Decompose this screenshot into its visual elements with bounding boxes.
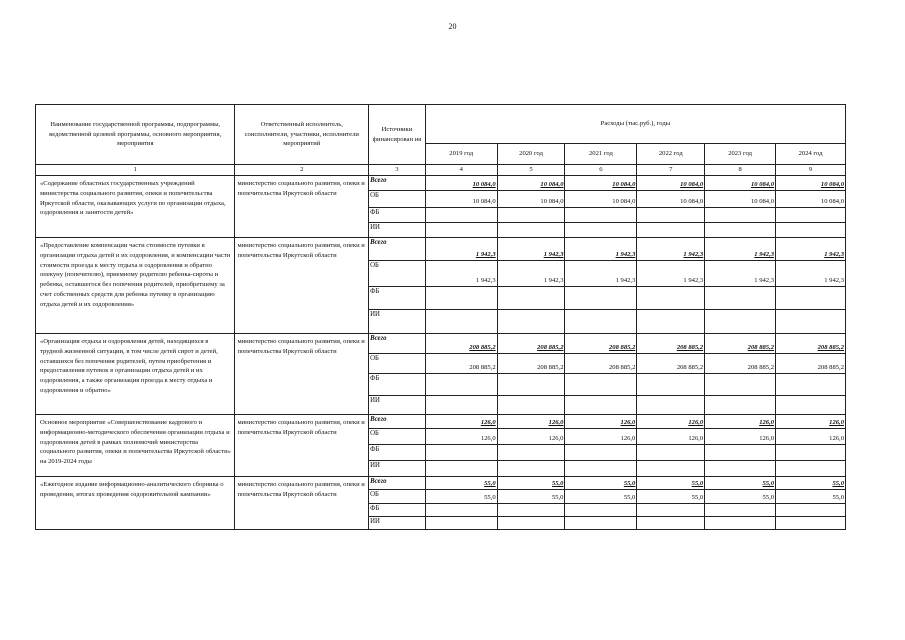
funding-source-label: ФБ xyxy=(369,287,426,310)
expense-cell xyxy=(637,445,705,461)
funding-source-label: ОБ xyxy=(369,191,426,208)
expense-cell: 208 885,2 xyxy=(637,354,705,374)
header-year: 2023 год xyxy=(705,144,776,165)
expense-cell: 208 885,2 xyxy=(497,354,565,374)
expense-cell xyxy=(497,223,565,238)
expense-cell xyxy=(776,374,846,396)
expense-cell: 208 885,2 xyxy=(705,354,776,374)
expense-cell: 10 084,0 xyxy=(637,191,705,208)
program-name: «Содержание областных государственных учреждений министерства социального развития, опеки и попечительства Иркутской области, оказывающих услуги по организации отдыха, оздоровления и занятости детей» xyxy=(36,176,235,238)
table-row xyxy=(36,415,846,429)
expense-cell: 55,0 xyxy=(637,477,705,490)
expense-cell: 208 885,2 xyxy=(776,354,846,374)
expense-cell: 1 942,3 xyxy=(776,261,846,287)
expense-cell: 208 885,2 xyxy=(425,354,497,374)
expense-cell xyxy=(776,445,846,461)
expense-cell: 55,0 xyxy=(637,490,705,504)
expense-cell: 1 942,3 xyxy=(425,261,497,287)
funding-source-label: ИИ xyxy=(369,517,426,530)
funding-source-label: ОБ xyxy=(369,261,426,287)
expense-cell xyxy=(776,504,846,517)
column-number: 2 xyxy=(235,165,369,176)
expense-cell xyxy=(565,310,637,334)
program-name: Основное мероприятие «Совершенствование кадрового и информационно-методического обеспечения организации отдыха и оздоровления детей в рамках полномочий министерства социального развития, опеки и попечительства Иркутской области» на 2019-2024 годы xyxy=(36,415,235,477)
column-number: 3 xyxy=(369,165,426,176)
header-year: 2021 год xyxy=(565,144,637,165)
expense-cell: 208 885,2 xyxy=(565,334,637,354)
expense-cell xyxy=(705,461,776,477)
program-executor: министерство социального развития, опеки и попечительства Иркутской области xyxy=(235,334,369,415)
table-row xyxy=(36,238,846,261)
expense-cell: 55,0 xyxy=(705,490,776,504)
expense-cell xyxy=(637,310,705,334)
expense-cell xyxy=(637,287,705,310)
expense-cell xyxy=(776,517,846,530)
expense-cell xyxy=(497,310,565,334)
header-executor: Ответственный исполнитель, соисполнители, участники, исполнители мероприятий xyxy=(235,105,369,165)
expense-cell xyxy=(425,461,497,477)
expense-cell: 55,0 xyxy=(776,477,846,490)
expense-cell xyxy=(497,445,565,461)
expense-cell xyxy=(565,208,637,223)
program-executor: министерство социального развития, опеки и попечительства Иркутской области xyxy=(235,176,369,238)
funding-source-label: ОБ xyxy=(369,354,426,374)
funding-source-label: Всего xyxy=(369,176,426,191)
expense-cell: 208 885,2 xyxy=(705,334,776,354)
expense-cell xyxy=(497,208,565,223)
expense-cell: 1 942,3 xyxy=(497,261,565,287)
funding-source-label: ОБ xyxy=(369,429,426,445)
expense-cell: 10 084,0 xyxy=(776,176,846,191)
expense-cell: 126,0 xyxy=(425,415,497,429)
expense-cell: 126,0 xyxy=(565,429,637,445)
column-number: 8 xyxy=(705,165,776,176)
expense-cell xyxy=(705,504,776,517)
expense-cell: 1 942,3 xyxy=(425,238,497,261)
expense-cell: 55,0 xyxy=(497,490,565,504)
expense-cell: 55,0 xyxy=(425,490,497,504)
expense-cell xyxy=(497,504,565,517)
expense-cell xyxy=(565,374,637,396)
expense-cell xyxy=(637,374,705,396)
column-number: 4 xyxy=(425,165,497,176)
expense-cell xyxy=(565,223,637,238)
expense-cell: 1 942,3 xyxy=(637,261,705,287)
expense-cell xyxy=(637,504,705,517)
expense-cell xyxy=(776,223,846,238)
expense-cell: 126,0 xyxy=(637,415,705,429)
column-numbers-row xyxy=(36,165,846,176)
funding-source-label: ФБ xyxy=(369,504,426,517)
expense-cell xyxy=(637,461,705,477)
expense-cell xyxy=(637,208,705,223)
expense-cell xyxy=(497,374,565,396)
expense-cell xyxy=(705,208,776,223)
funding-source-label: ИИ xyxy=(369,223,426,238)
expense-cell xyxy=(425,445,497,461)
expense-cell: 126,0 xyxy=(565,415,637,429)
expense-cell xyxy=(425,517,497,530)
expense-cell xyxy=(565,445,637,461)
funding-source-label: ИИ xyxy=(369,461,426,477)
expense-cell xyxy=(565,461,637,477)
expense-cell xyxy=(425,287,497,310)
funding-source-label: Всего xyxy=(369,238,426,261)
header-year: 2022 год xyxy=(637,144,705,165)
column-number: 9 xyxy=(776,165,846,176)
expense-cell: 126,0 xyxy=(705,415,776,429)
expense-cell: 126,0 xyxy=(637,429,705,445)
funding-source-label: ФБ xyxy=(369,445,426,461)
budget-table-body xyxy=(36,105,846,530)
header-year: 2019 год xyxy=(425,144,497,165)
column-number: 5 xyxy=(497,165,565,176)
expense-cell: 1 942,3 xyxy=(705,261,776,287)
expense-cell xyxy=(565,396,637,415)
header-program-name: Наименование государственной программы, подпрограммы, ведомственной целевой программы, основного мероприятия, мероприятия xyxy=(36,105,235,165)
expense-cell xyxy=(425,396,497,415)
expense-cell xyxy=(705,445,776,461)
column-number: 7 xyxy=(637,165,705,176)
header-funding-source: Источники финансирован ия xyxy=(369,105,426,165)
header-year: 2020 год xyxy=(497,144,565,165)
expense-cell: 126,0 xyxy=(497,429,565,445)
expense-cell: 1 942,3 xyxy=(565,238,637,261)
expense-cell: 10 084,0 xyxy=(637,176,705,191)
column-number: 1 xyxy=(36,165,235,176)
expense-cell xyxy=(776,461,846,477)
page-number: 20 xyxy=(448,22,457,31)
table-row xyxy=(36,334,846,354)
program-executor: министерство социального развития, опеки и попечительства Иркутской области xyxy=(235,238,369,334)
expense-cell: 55,0 xyxy=(497,477,565,490)
expense-cell: 10 084,0 xyxy=(425,176,497,191)
expense-cell: 208 885,2 xyxy=(497,334,565,354)
expense-cell: 10 084,0 xyxy=(425,191,497,208)
expense-cell: 1 942,3 xyxy=(565,261,637,287)
program-executor: министерство социального развития, опеки и попечительства Иркутской области xyxy=(235,415,369,477)
expense-cell xyxy=(705,223,776,238)
funding-source-label: Всего xyxy=(369,415,426,429)
expense-cell xyxy=(497,396,565,415)
expense-cell: 1 942,3 xyxy=(637,238,705,261)
expense-cell: 55,0 xyxy=(565,477,637,490)
expense-cell xyxy=(637,396,705,415)
table-row xyxy=(36,477,846,490)
expense-cell: 1 942,3 xyxy=(705,238,776,261)
expense-cell: 1 942,3 xyxy=(776,238,846,261)
expense-cell: 10 084,0 xyxy=(705,176,776,191)
expense-cell: 55,0 xyxy=(565,490,637,504)
header-year: 2024 год xyxy=(776,144,846,165)
expense-cell: 55,0 xyxy=(705,477,776,490)
expense-cell: 126,0 xyxy=(425,429,497,445)
expense-cell xyxy=(497,517,565,530)
column-number: 6 xyxy=(565,165,637,176)
expense-cell xyxy=(565,504,637,517)
expense-cell xyxy=(425,208,497,223)
expense-cell xyxy=(705,396,776,415)
header-expenses: Расходы (тыс.руб.), годы xyxy=(425,105,845,144)
budget-table xyxy=(35,104,846,530)
expense-cell xyxy=(705,517,776,530)
funding-source-label: Всего xyxy=(369,334,426,354)
expense-cell xyxy=(776,310,846,334)
expense-cell xyxy=(637,517,705,530)
expense-cell xyxy=(705,310,776,334)
expense-cell: 126,0 xyxy=(705,429,776,445)
expense-cell: 208 885,2 xyxy=(637,334,705,354)
expense-cell xyxy=(776,396,846,415)
expense-cell: 10 084,0 xyxy=(565,191,637,208)
expense-cell xyxy=(776,287,846,310)
expense-cell: 55,0 xyxy=(425,477,497,490)
funding-source-label: ИИ xyxy=(369,396,426,415)
expense-cell: 208 885,2 xyxy=(565,354,637,374)
expense-cell: 10 084,0 xyxy=(565,176,637,191)
expense-cell: 10 084,0 xyxy=(705,191,776,208)
expense-cell xyxy=(425,374,497,396)
expense-cell: 208 885,2 xyxy=(425,334,497,354)
expense-cell xyxy=(425,504,497,517)
expense-cell: 10 084,0 xyxy=(497,176,565,191)
funding-source-label: ФБ xyxy=(369,374,426,396)
funding-source-label: ФБ xyxy=(369,208,426,223)
expense-cell: 208 885,2 xyxy=(776,334,846,354)
expense-cell xyxy=(425,310,497,334)
expense-cell xyxy=(705,374,776,396)
header-row xyxy=(36,105,846,144)
expense-cell: 10 084,0 xyxy=(497,191,565,208)
expense-cell: 126,0 xyxy=(497,415,565,429)
funding-source-label: ИИ xyxy=(369,310,426,334)
expense-cell: 126,0 xyxy=(776,429,846,445)
funding-source-label: Всего xyxy=(369,477,426,490)
expense-cell: 1 942,3 xyxy=(497,238,565,261)
expense-cell: 55,0 xyxy=(776,490,846,504)
expense-cell xyxy=(705,287,776,310)
funding-source-label: ОБ xyxy=(369,490,426,504)
table-row xyxy=(36,176,846,191)
expense-cell xyxy=(497,461,565,477)
program-name: «Организация отдыха и оздоровления детей, находящихся в трудной жизненной ситуации, в том числе детей сирот и детей, оставшихся без попечения родителей, путем приобретения и предоставления путевок в организации отдыха детей и их оздоровления, а также организация проезда к месту отдыха и оздоровления и обратно» xyxy=(36,334,235,415)
expense-cell xyxy=(565,517,637,530)
program-name: «Предоставление компенсации части стоимости путевки в организации отдыха детей и их оздоровления, и компенсации части стоимости проезда к месту отдыха и оздоровления и обратно опекуну (попечителю), приемному родителю ребенка-сироты и ребенка, оставшегося без попечения родителей, приобретшему за счет собственных средств для ребенка путевку в организацию отдыха детей и их оздоровления» xyxy=(36,238,235,334)
expense-cell xyxy=(425,223,497,238)
program-executor: министерство социального развития, опеки и попечительства Иркутской области xyxy=(235,477,369,530)
expense-cell: 10 084,0 xyxy=(776,191,846,208)
expense-cell: 126,0 xyxy=(776,415,846,429)
program-name: «Ежегодное издание информационно-аналитического сборника о проведении, итогах проведения оздоровительной кампании» xyxy=(36,477,235,530)
expense-cell xyxy=(497,287,565,310)
expense-cell xyxy=(637,223,705,238)
expense-cell xyxy=(565,287,637,310)
expense-cell xyxy=(776,208,846,223)
